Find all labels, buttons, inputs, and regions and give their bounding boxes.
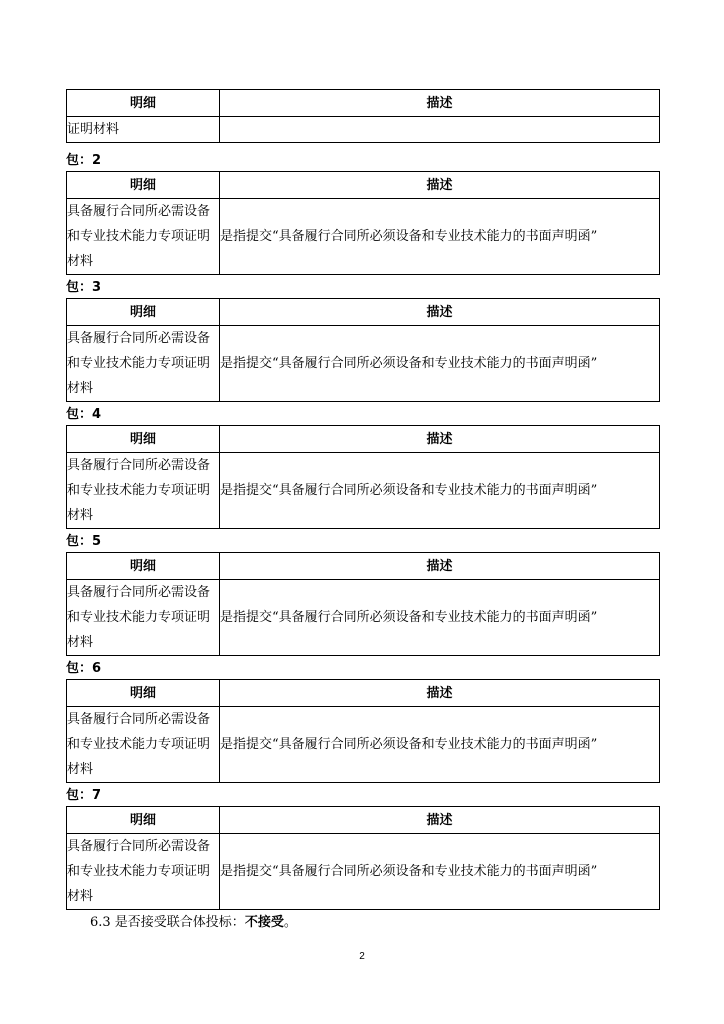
table-package-1-continued bbox=[66, 89, 660, 143]
package-label: 包：2 bbox=[66, 153, 102, 168]
table-package-4 bbox=[66, 425, 660, 529]
consortium-question: 6.3 是否接受联合体投标： bbox=[90, 915, 245, 930]
table-header-row bbox=[67, 680, 660, 707]
table-row bbox=[67, 117, 660, 143]
header-detail: 明细 bbox=[67, 553, 220, 580]
table-header-row bbox=[67, 807, 660, 834]
table-row bbox=[67, 199, 660, 275]
package-label: 包：7 bbox=[66, 788, 102, 803]
item-cell: 证明材料 bbox=[67, 117, 220, 143]
header-detail: 明细 bbox=[67, 426, 220, 453]
item-cell: 具备履行合同所必需设备和专业技术能力专项证明材料 bbox=[67, 834, 220, 910]
item-cell: 具备履行合同所必需设备和专业技术能力专项证明材料 bbox=[67, 707, 220, 783]
table-package-3 bbox=[66, 298, 660, 402]
header-description: 描述 bbox=[220, 680, 660, 707]
header-description: 描述 bbox=[220, 553, 660, 580]
description-cell: 是指提交“具备履行合同所必须设备和专业技术能力的书面声明函” bbox=[220, 834, 660, 910]
table-package-5 bbox=[66, 552, 660, 656]
package-label: 包：5 bbox=[66, 534, 102, 549]
table-header-row bbox=[67, 553, 660, 580]
item-cell: 具备履行合同所必需设备和专业技术能力专项证明材料 bbox=[67, 580, 220, 656]
table-package-7 bbox=[66, 806, 660, 910]
description-cell: 是指提交“具备履行合同所必须设备和专业技术能力的书面声明函” bbox=[220, 199, 660, 275]
package-label: 包：6 bbox=[66, 661, 102, 676]
table-header-row bbox=[67, 172, 660, 199]
header-description: 描述 bbox=[220, 807, 660, 834]
header-detail: 明细 bbox=[67, 299, 220, 326]
item-cell: 具备履行合同所必需设备和专业技术能力专项证明材料 bbox=[67, 199, 220, 275]
table-header-row bbox=[67, 426, 660, 453]
description-cell: 是指提交“具备履行合同所必须设备和专业技术能力的书面声明函” bbox=[220, 580, 660, 656]
header-detail: 明细 bbox=[67, 807, 220, 834]
item-cell: 具备履行合同所必需设备和专业技术能力专项证明材料 bbox=[67, 453, 220, 529]
table-row bbox=[67, 326, 660, 402]
table-header-row bbox=[67, 90, 660, 117]
table-header-row bbox=[67, 299, 660, 326]
header-detail: 明细 bbox=[67, 90, 220, 117]
header-description: 描述 bbox=[220, 172, 660, 199]
sentence-end: 。 bbox=[283, 915, 297, 930]
description-cell: 是指提交“具备履行合同所必须设备和专业技术能力的书面声明函” bbox=[220, 707, 660, 783]
page-number: 2 bbox=[359, 951, 365, 962]
table-row bbox=[67, 453, 660, 529]
table-row bbox=[67, 580, 660, 656]
table-package-2 bbox=[66, 171, 660, 275]
table-row bbox=[67, 707, 660, 783]
description-cell bbox=[220, 117, 660, 143]
item-cell: 具备履行合同所必需设备和专业技术能力专项证明材料 bbox=[67, 326, 220, 402]
consortium-answer: 不接受 bbox=[244, 915, 284, 930]
header-detail: 明细 bbox=[67, 680, 220, 707]
header-description: 描述 bbox=[220, 299, 660, 326]
table-package-6 bbox=[66, 679, 660, 783]
description-cell: 是指提交“具备履行合同所必须设备和专业技术能力的书面声明函” bbox=[220, 326, 660, 402]
consortium-bid-line bbox=[90, 913, 297, 933]
package-label: 包：4 bbox=[66, 407, 102, 422]
header-description: 描述 bbox=[220, 426, 660, 453]
package-label: 包：3 bbox=[66, 280, 102, 295]
table-row bbox=[67, 834, 660, 910]
description-cell: 是指提交“具备履行合同所必须设备和专业技术能力的书面声明函” bbox=[220, 453, 660, 529]
header-detail: 明细 bbox=[67, 172, 220, 199]
header-description: 描述 bbox=[220, 90, 660, 117]
